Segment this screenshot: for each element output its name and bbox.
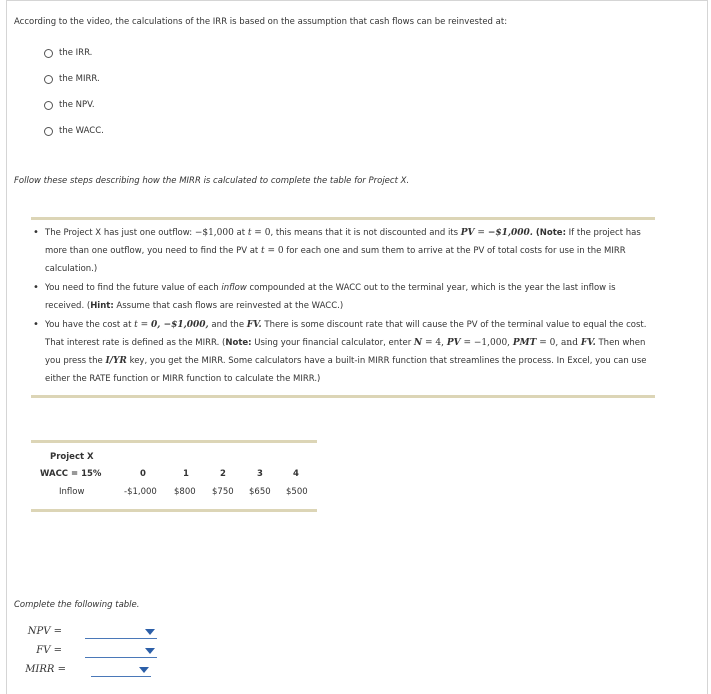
chevron-down-icon [139, 667, 149, 673]
inflow-label: Inflow [59, 487, 85, 497]
chevron-down-icon [145, 629, 155, 635]
option-mirr[interactable] [44, 73, 100, 85]
year-header: 0 [140, 469, 146, 479]
complete-instruction: Complete the following table. [14, 600, 140, 610]
steps-instruction: Follow these steps describing how the MIRR is calculated to complete the table for Project X. [14, 176, 410, 186]
inflow-value: $750 [212, 487, 234, 497]
year-header: 1 [183, 469, 189, 479]
option-wacc[interactable] [44, 125, 104, 137]
option-label: the NPV. [59, 100, 95, 110]
steps-panel [31, 217, 655, 398]
chevron-down-icon [145, 648, 155, 654]
inflow-value: -$1,000 [124, 487, 157, 497]
radio-button[interactable] [44, 49, 53, 58]
npv-label: NPV = [27, 626, 62, 637]
radio-button[interactable] [44, 101, 53, 110]
mirr-dropdown[interactable] [91, 664, 151, 677]
table-title: Project X [50, 452, 94, 462]
npv-dropdown[interactable] [85, 626, 157, 639]
option-label: the WACC. [59, 126, 104, 136]
inflow-value: $800 [174, 487, 196, 497]
year-header: 4 [293, 469, 299, 479]
mirr-label: MIRR = [25, 664, 66, 675]
option-irr[interactable] [44, 47, 92, 59]
year-header: 2 [220, 469, 226, 479]
fv-label: FV = [36, 645, 62, 656]
inflow-value: $650 [249, 487, 271, 497]
step-outflow: • The Project X has just one outflow: −$1,000 at t = 0, this means that it is not discounted and its PV = −$1,000. (Note: If the project has more than one outflow, you need to find the PV at t = 0 for each one and sum them to arrive at the PV of total costs for use in the MIRR calculation.) [41, 224, 655, 278]
year-header: 3 [257, 469, 263, 479]
option-label: the IRR. [59, 48, 93, 58]
question-text: According to the video, the calculations of the IRR is based on the assumption that cash flows can be reinvested at: [14, 17, 508, 27]
option-npv[interactable] [44, 99, 95, 111]
inflow-value: $500 [286, 487, 308, 497]
radio-button[interactable] [44, 75, 53, 84]
fv-dropdown[interactable] [85, 645, 157, 658]
option-label: the MIRR. [59, 74, 100, 84]
project-x-table [31, 440, 317, 512]
step-mirr: • You have the cost at t = 0, −$1,000, and the FV. There is some discount rate that will cause the PV of the terminal value to equal the cost. That interest rate is defined as the MIRR. (Note: Using your financial calculator, enter N = 4, PV = −1,000, PMT = 0, and FV. Then when you press the I/YR key, you get the MIRR. Some calculators have a built-in MIRR function that streamlines the process. In Excel, you can use either the RATE function or MIRR function to calculate the MIRR.) [41, 316, 655, 388]
wacc-label: WACC = 15% [40, 469, 102, 479]
step-future-value: • You need to find the future value of each inflow compounded at the WACC out to the terminal year, which is the year the last inflow is received. (Hint: Assume that cash flows are reinvested at the WACC.) [41, 279, 655, 315]
radio-button[interactable] [44, 127, 53, 136]
